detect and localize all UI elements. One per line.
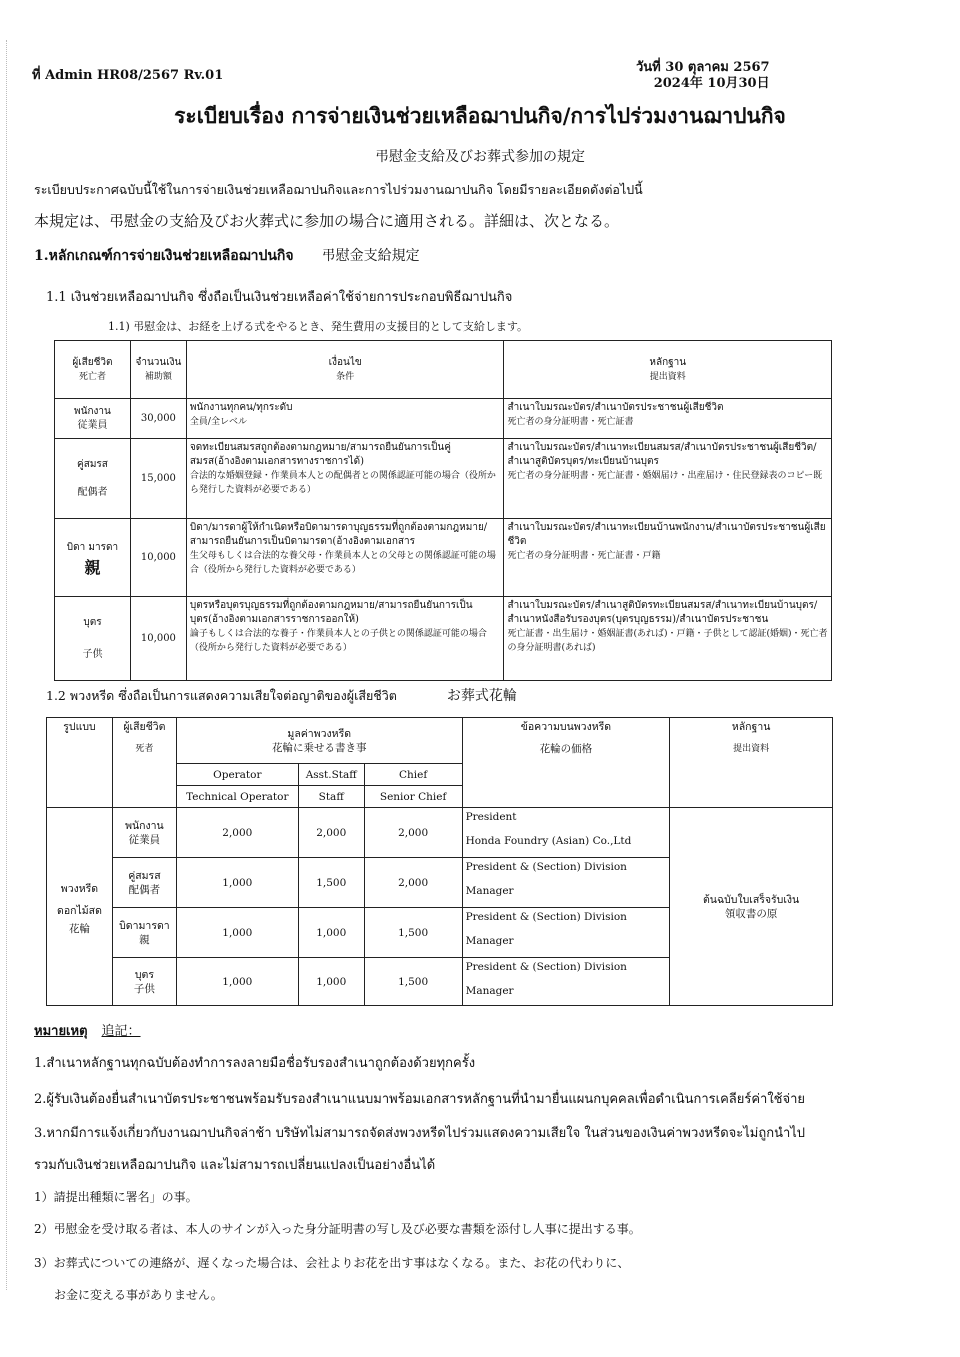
amount-cell: 10,000 [130,597,186,681]
cell-text: 全員/全レベル [189,417,247,427]
cell-text: 親 [84,557,101,577]
header-wreath-value [176,718,462,764]
notes-heading-japanese: 追記： [101,1024,141,1039]
cell-text: สำเนาใบมรณะบัตร/สำเนาบัตรประชาชนผู้เสียชีวิต [507,402,724,413]
header-text: 死者 [135,744,154,754]
deceased-cell [112,808,176,858]
level-technical-operator: Technical Operator [176,786,298,808]
wreath-table [46,717,833,1006]
notes-heading-thai: หมายเหตุ [34,1024,88,1039]
table-row [55,597,832,681]
condolence-money-table [54,340,832,681]
cell-text: 子供 [82,648,103,660]
document-subtitle: 弔慰金支給及びお葬式参加の規定 [375,149,585,165]
cell-text: Honda Foundry (Asian) Co.,Ltd [465,835,632,847]
condition-cell [186,519,504,597]
cell-text: จดทะเบียนสมรสถูกต้องตามกฎหมาย/สามารถยืนยันการเป็นคู่สมรส(อ้างอิงตามเอกสารทางราชการได้) [189,442,451,467]
documents-cell [504,519,832,597]
section-1-japanese: 弔慰金支給規定 [321,248,420,264]
header-text: ข้อความบนพวงหรีด [520,721,612,733]
header-text: 花輪に乗せる書き事 [271,741,367,754]
cell-text: Manager [465,885,514,897]
message-cell [462,908,670,958]
header-form [47,718,113,808]
condition-cell [186,399,504,439]
table-row [55,519,832,597]
deceased-cell [55,439,131,519]
documents-cell [504,399,832,439]
header-text: จำนวนเงิน [135,356,182,368]
note-jp-2: 2）弔慰金を受け取る者は、本人のサインが入った身分証明書の写し及び必要な書類を添付し人事に提出する事。 [34,1222,641,1236]
cell-text: บุตร [83,616,102,628]
value-cell: 1,000 [176,958,298,1006]
header-condition [186,341,504,399]
value-cell: 2,000 [364,858,462,908]
cell-text: สำเนาใบมรณะบัตร/สำเนาทะเบียนบ้านพนักงาน/สำเนาบัตรประชาชนผู้เสียชีวิต [507,522,826,547]
header-amount [130,341,186,399]
document-title: ระเบียบเรื่อง การจ่ายเงินช่วยเหลือฌาปนกิจ/การไปร่วมงานฌาปนกิจ [174,103,786,128]
message-cell [462,858,670,908]
header-text: เงื่อนไข [328,356,362,368]
note-th-1: 1.สำเนาหลักฐานทุกฉบับต้องทำการลงลายมือชื่อรับรองสำเนาถูกต้องด้วยทุกครั้ง [34,1056,476,1071]
header-text: หลักฐาน [649,356,687,368]
note-jp-3-cont: お金に変える事がありません。 [54,1288,223,1302]
header-text: ผู้เสียชีวิต [72,356,113,368]
section-1-heading [34,245,420,267]
cell-text: 死亡証書・出生届け・婚姻証書(あれば)・戸籍・子供として認証(婚姻)・死亡者の身分証明書(あれば) [507,629,828,653]
note-th-3-cont: รวมกับเงินช่วยเหลือฌาปนกิจ และไม่สามารถเปลี่ยนแปลงเป็นอย่างอื่นได้ [34,1158,436,1173]
cell-text: พนักงานทุกคน/ทุกระดับ [189,402,293,413]
cell-text: บุตรหรือบุตรบุญธรรมที่ถูกต้องตามกฎหมาย/สามารถยืนยันการเป็นบุตร(อ้างอิงตามเอกสารราชการออกให้) [189,600,473,625]
cell-text: 論子もしくは合法的な養子・作業員本人との子供との関係認証可能の場合（役所から発行した資料が必要である） [189,629,487,653]
cell-text: บิดา มารดา [66,541,119,553]
deceased-cell [55,399,131,439]
document-date [636,60,770,92]
scan-edge-mark [6,40,8,1290]
header-text: 花輪の価格 [539,743,593,755]
notes-heading [34,1020,141,1041]
section-1-2-heading [46,685,517,706]
message-cell [462,958,670,1006]
level-operator: Operator [176,764,298,786]
header-text: มูลค่าพวงหรีด [287,727,352,740]
header-text: 死亡者 [78,371,106,382]
document-reference: ที่ Admin HR08/2567 Rv.01 [32,68,224,83]
cell-text: สำเนาใบมรณะบัตร/สำเนาสูติบัตรทะเบียนสมรส/สำเนาทะเบียนบ้านบุตร/สำเนาหนังสือรับรองบุตร(บุตรบุญธรรม)/สำเนาบัตรประชาชน [507,600,818,625]
header-wreath-message [462,718,670,808]
cell-text: 生父母もしくは合法的な養父母・作業員本人との父母との関係認証可能の場合（役所から発行した資料が必要である） [189,551,496,575]
deceased-cell [112,858,176,908]
cell-text: President & (Section) Division [465,911,627,923]
amount-cell: 30,000 [130,399,186,439]
documents-cell [504,597,832,681]
section-1-thai: 1.หลักเกณฑ์การจ่ายเงินช่วยเหลือฌาปนกิจ [34,248,294,264]
cell-text: 従業員 [128,833,161,846]
form-cell [47,808,113,1006]
cell-text: 死亡者の身分証明書・死亡証書 [507,417,634,427]
cell-text: สำเนาใบมรณะบัตร/สำเนาทะเบียนสมรส/สำเนาบัตรประชาชนผู้เสียชีวิต/สำเนาสูติบัตรบุตร/ทะเบียนบ้านบุตร [507,442,817,467]
cell-text: President & (Section) Division [465,861,627,873]
value-cell: 2,000 [298,808,364,858]
note-jp-1: 1）請提出種類に署名」の事。 [34,1190,198,1204]
deceased-cell [112,958,176,1006]
level-staff: Staff [298,786,364,808]
cell-text: 合法的な婚姻登録・作業員本人との配偶者との関係認証可能の場合（役所から発行した資料が必要である） [189,471,496,495]
deceased-cell [55,519,131,597]
value-cell: 1,500 [298,858,364,908]
value-cell: 1,000 [176,908,298,958]
cell-text: พวงหรีดดอกไม้สด [57,882,102,917]
cell-text: บิดา/มารดาผู้ให้กำเนิดหรือบิดามารดาบุญธรรมที่ถูกต้องตามกฎหมาย/สามารถยืนยันการเป็นบิดามารดา(อ้างอิงตามเอกสาร [189,522,488,547]
deceased-cell [55,597,131,681]
cell-text: President & (Section) Division [465,961,627,973]
amount-cell: 15,000 [130,439,186,519]
cell-text: ต้นฉบับใบเสร็จรับเงิน [702,893,800,906]
value-cell: 1,000 [298,908,364,958]
table-header-row [47,718,833,764]
deceased-cell [112,908,176,958]
value-cell: 1,000 [176,858,298,908]
level-asst-staff: Asst.Staff [298,764,364,786]
cell-text: พนักงาน [74,405,111,417]
cell-text: 配偶者 [128,883,161,896]
cell-text: Manager [465,935,514,947]
intro-japanese: 本規定は、弔慰金の支給及びお火葬式に参加の場合に適用される。詳細は、次となる。 [34,212,620,230]
cell-text: บุตร [134,968,154,981]
section-1-1-heading: 1.1 เงินช่วยเหลือฌาปนกิจ ซึ่งถือเป็นเงินช่วยเหลือค่าใช้จ่ายการประกอบพิธีฌาปนกิจ [46,290,513,305]
header-deceased [55,341,131,399]
value-cell: 1,500 [364,958,462,1006]
header-text: ผู้เสียชีวิต [123,721,166,733]
message-cell [462,808,670,858]
table-row [55,439,832,519]
value-cell: 2,000 [364,808,462,858]
header-documents [670,718,833,808]
condition-cell [186,597,504,681]
cell-text: 従業員 [77,419,108,431]
date-thai: วันที่ 30 ตุลาคม 2567 [636,60,770,75]
cell-text: 領収書の原 [724,907,778,920]
note-th-3: 3.หากมีการแจ้งเกี่ยวกับงานฌาปนกิจล่าช้า บริษัทไม่สามารถจัดส่งพวงหรีดไปร่วมแสดงความเสียใจ ในส่วนของเงินค่าพวงหรีดจะไม่ถูกนำไป [34,1126,806,1141]
level-senior-chief: Senior Chief [364,786,462,808]
section-1-2-thai: 1.2 พวงหรีด ซึ่งถือเป็นการแสดงความเสียใจต่อญาติของผู้เสียชีวิต [46,688,397,703]
header-text: 提出資料 [733,744,770,754]
cell-text: คู่สมรส [77,458,108,470]
header-text: 提出資料 [649,371,686,382]
cell-text: คู่สมรส [128,869,161,882]
amount-cell: 10,000 [130,519,186,597]
header-deceased [112,718,176,808]
documents-cell [504,439,832,519]
header-text: 補助額 [144,371,172,382]
value-cell: 1,000 [298,958,364,1006]
cell-text: 死亡者の身分証明書・死亡証書・婚姻届け・出産届け・住民登録表のコピー既 [507,471,823,481]
header-text: หลักฐาน [731,721,771,733]
table-row [55,399,832,439]
cell-text: 花輪 [68,922,90,935]
cell-text: Manager [465,985,514,997]
cell-text: President [465,811,517,823]
condition-cell [186,439,504,519]
header-text: รูปแบบ [63,721,96,733]
value-cell: 2,000 [176,808,298,858]
documents-cell [670,808,833,1006]
table-header-row [55,341,832,399]
header-text: 条件 [336,371,355,382]
note-th-2: 2.ผู้รับเงินต้องยื่นสำเนาบัตรประชาชนพร้อมรับรองสำเนาแนบมาพร้อมเอกสารหลักฐานที่นำมายื่นแผนกบุคคลเพื่อดำเนินการเคลียร์ค่าใช้จ่าย [34,1092,806,1107]
date-japanese: 2024年 10月30日 [653,76,770,91]
note-jp-3: 3）お葬式についての連絡が、遅くなった場合は、会社よりお花を出す事はなくなる。また、お花の代わりに、 [34,1256,630,1270]
intro-thai: ระเบียบประกาศฉบับนี้ใช้ในการจ่ายเงินช่วยเหลือฌาปนกิจและการไปร่วมงานฌาปนกิจ โดยมีรายละเอียดดังต่อไปนี้ [34,182,643,197]
value-cell: 1,500 [364,908,462,958]
cell-text: 死亡者の身分証明書・死亡証書・戸籍 [507,551,661,561]
cell-text: 配偶者 [77,486,108,498]
cell-text: พนักงาน [125,819,164,832]
header-documents [504,341,832,399]
section-1-1-1-note: 1.1) 弔慰金は、お経を上げる式をやるとき、発生費用の支援目的として支給します。 [108,320,528,333]
cell-text: 親 [139,933,150,946]
table-row [47,808,833,858]
cell-text: บิดามารดา [119,919,170,932]
level-chief: Chief [364,764,462,786]
section-1-2-japanese: お葬式花輪 [446,688,517,704]
cell-text: 子供 [133,982,155,995]
